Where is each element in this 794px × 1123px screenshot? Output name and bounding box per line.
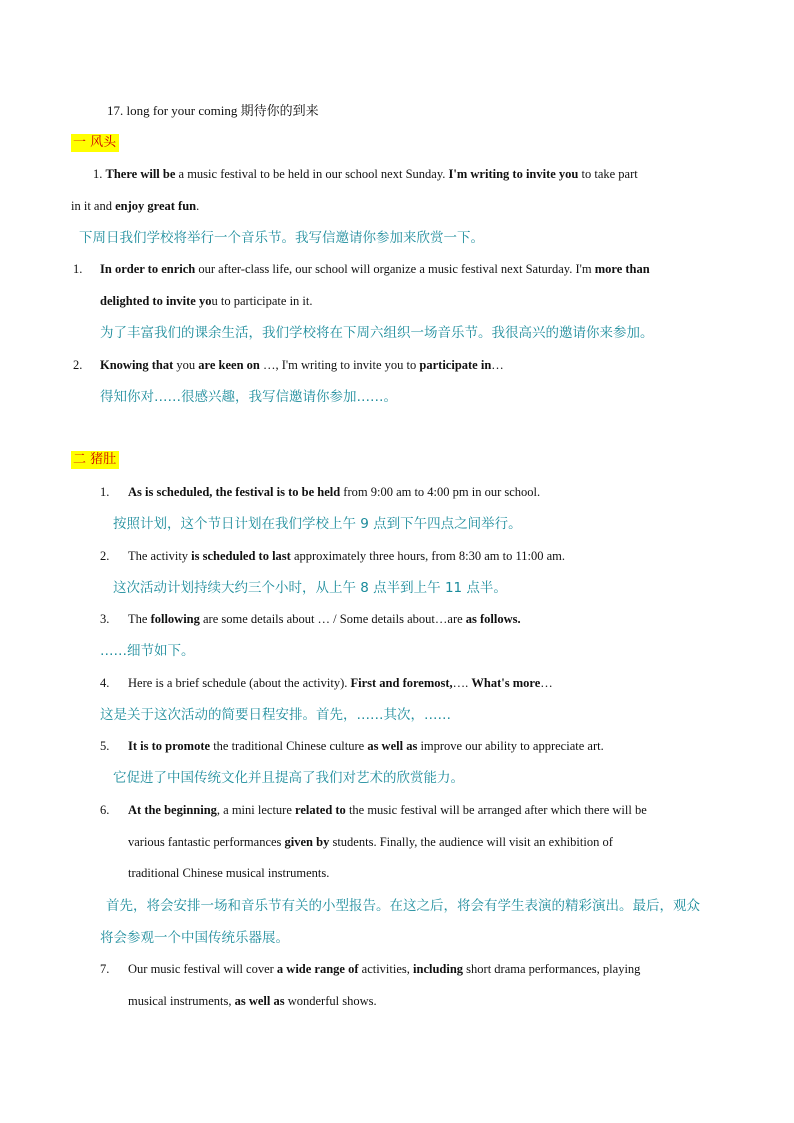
- s1-item1-line2: delighted to invite you to participate in it.: [100, 294, 313, 308]
- s2-item1-line1: As is scheduled, the festival is to be held from 9:00 am to 4:00 pm in our school.: [128, 485, 541, 499]
- intro-line: 17. long for your coming 期待你的到来: [107, 103, 319, 118]
- s2-item6-line1: At the beginning, a mini lecture related to the music festival will be arranged after which there will be: [128, 803, 647, 817]
- s2-item6-translation-line2: 将会参观一个中国传统乐器展。: [100, 930, 289, 946]
- s2-item6-line3: traditional Chinese musical instruments.: [128, 866, 330, 880]
- s2-item5-line1: It is to promote the traditional Chinese culture as well as improve our ability to appreciate art.: [128, 739, 604, 753]
- s2-item3-line1: The following are some details about … / Some details about…are as follows.: [128, 612, 521, 626]
- s1-item2-translation: 得知你对……很感兴趣，我写信邀请你参加……。: [100, 389, 397, 405]
- s1-item1-number: 1.: [73, 262, 83, 276]
- s2-item2-number: 2.: [100, 549, 110, 563]
- s1-item2-line1: Knowing that you are keen on …, I'm writing to invite you to participate in…: [100, 358, 504, 372]
- s2-item2-line1: The activity is scheduled to last approximately three hours, from 8:30 am to 11:00 am.: [128, 549, 565, 563]
- s2-item3-translation: ……细节如下。: [100, 643, 195, 659]
- s2-item6-line2: various fantastic performances given by students. Finally, the audience will visit an exhibition of: [128, 835, 613, 849]
- section2-heading: 二 猪肚: [71, 451, 119, 469]
- s1-item1-translation: 为了丰富我们的课余生活，我们学校将在下周六组织一场音乐节。我很高兴的邀请你来参加。: [100, 325, 654, 341]
- s2-item7-line1: Our music festival will cover a wide range of activities, including short drama performances, playing: [128, 962, 641, 976]
- s1-item0-line1: 1. There will be a music festival to be held in our school next Sunday. I'm writing to invite you to take part: [93, 167, 638, 181]
- s2-item4-number: 4.: [100, 676, 110, 690]
- s2-item3-number: 3.: [100, 612, 110, 626]
- s2-item7-number: 7.: [100, 962, 110, 976]
- s2-item4-line1: Here is a brief schedule (about the activity). First and foremost,…. What's more…: [128, 676, 553, 690]
- s2-item6-translation-line1: 首先，将会安排一场和音乐节有关的小型报告。在这之后，将会有学生表演的精彩演出。最后，观众: [106, 898, 700, 914]
- s2-item5-translation: 它促进了中国传统文化并且提高了我们对艺术的欣赏能力。: [113, 770, 464, 786]
- s2-item4-translation: 这是关于这次活动的简要日程安排。首先，……其次，……: [100, 707, 451, 723]
- s1-item2-number: 2.: [73, 358, 83, 372]
- s2-item1-number: 1.: [100, 485, 110, 499]
- s1-item0-line2: in it and enjoy great fun.: [71, 199, 200, 213]
- section1-heading: 一 风头: [71, 134, 119, 152]
- s2-item6-number: 6.: [100, 803, 110, 817]
- s2-item2-translation: 这次活动计划持续大约三个小时，从上午 8 点半到上午 11 点半。: [113, 580, 507, 596]
- s1-item1-line1: In order to enrich our after-class life, our school will organize a music festival next Saturday. I'm more than: [100, 262, 650, 276]
- s2-item7-line2: musical instruments, as well as wonderful shows.: [128, 994, 377, 1008]
- s1-item0-translation: 下周日我们学校将举行一个音乐节。我写信邀请你参加来欣赏一下。: [79, 230, 484, 246]
- s2-item1-translation: 按照计划，这个节日计划在我们学校上午 9 点到下午四点之间举行。: [113, 516, 522, 532]
- s2-item5-number: 5.: [100, 739, 110, 753]
